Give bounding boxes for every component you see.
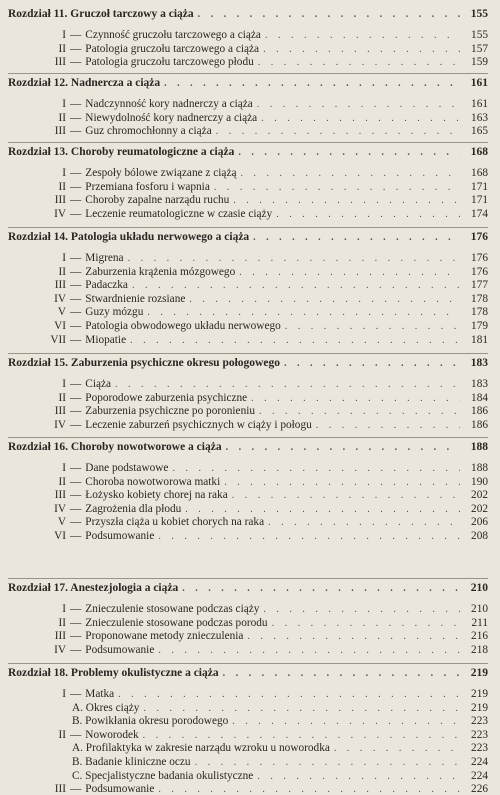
entry-roman-numeral: II [58,391,66,404]
entry-title: Nadczynność kory nadnerczy a ciąża [85,98,253,110]
toc-entry [8,489,488,501]
chapter-heading [8,353,488,369]
entry-page-number: 218 [471,643,488,656]
entry-title: Zagrożenia dla płodu [85,502,182,515]
entry-title: Choroby zapalne narządu ruchu [85,194,230,207]
entry-roman-numeral: V [57,306,66,319]
chapter-page-number: 219 [470,667,488,679]
leader-dots [128,253,460,264]
entry-dash: — [70,292,82,305]
entry-title: C. Specjalistyczne badania okulistyczne [72,769,254,782]
entry-dash: — [70,405,82,418]
leader-dots [223,668,460,679]
leader-dots [158,784,460,795]
leader-dots [143,703,460,714]
entry-page-number: 223 [471,715,488,728]
leader-dots [172,463,460,474]
toc-entry [8,405,488,417]
toc-entry [8,125,488,137]
entry-roman-numeral: V [57,516,66,529]
toc-entry [8,516,488,528]
entry-dash: — [70,180,82,193]
entry-dash: — [70,333,82,346]
entry-title: Patologia obwodowego układu nerwowego [85,320,281,332]
chapter-heading [8,578,488,594]
leader-dots [285,321,460,332]
toc-entry [8,167,488,179]
entry-roman-numeral: III [54,56,66,69]
entry-title: Zaburzenia psychiczne po poronieniu [85,405,255,418]
entry-dash: — [70,29,82,41]
toc-subentry [8,770,488,782]
leader-dots [240,168,460,179]
leader-dots [259,406,460,417]
entry-roman-numeral: III [54,125,66,138]
entry-dash: — [70,207,82,220]
entry-title: B. Badanie kliniczne oczu [72,756,191,768]
toc-subentry [8,715,488,727]
toc-subentry [8,702,488,714]
leader-dots [257,99,460,110]
entry-title: Podsumowanie [85,643,155,656]
entry-roman-numeral: II [58,265,66,278]
entry-page-number: 171 [471,194,488,207]
entry-title: Przemiana fosforu i wapnia [85,180,210,193]
leader-dots [284,358,460,369]
leader-dots [118,689,460,700]
entry-title: Patologia gruczołu tarczowego płodu [85,56,254,69]
leader-dots [258,57,460,68]
entry-dash: — [70,516,82,529]
entry-title: A. Profilaktyka w zakresie narządu wzroku u noworodka [72,742,330,755]
chapter-page-number: 168 [470,146,488,158]
entry-title: Guzy mózgu [85,306,144,319]
toc-entry [8,729,488,741]
entry-roman-numeral: III [54,279,66,292]
leader-dots [147,307,460,318]
entry-dash: — [70,462,82,474]
chapter-title: Rozdział 16. Choroby nowotworowe a ciąża [8,441,222,453]
entry-title: Patologia gruczołu tarczowego a ciąża [85,42,260,55]
leader-dots [233,195,460,206]
entry-dash: — [70,418,82,431]
entry-title: Łożysko kobiety chorej na raka [85,489,228,502]
entry-dash: — [70,783,82,795]
entry-page-number: 176 [471,265,488,278]
leader-dots [253,232,460,243]
entry-dash: — [70,688,82,700]
entry-page-number: 161 [471,98,488,110]
leader-dots [216,126,460,137]
entry-page-number: 188 [471,462,488,474]
leader-dots [158,645,460,656]
entry-title: Stwardnienie rozsiane [85,292,186,305]
entry-title: Leczenie zaburzeń psychicznych w ciąży i połogu [85,418,312,431]
entry-page-number: 181 [471,333,488,346]
entry-roman-numeral: II [58,475,66,488]
entry-title: Poporodowe zaburzenia psychiczne [85,391,248,404]
toc-entry [8,617,488,629]
entry-roman-numeral: IV [54,207,66,220]
entry-page-number: 206 [471,516,488,529]
entry-dash: — [70,502,82,515]
entry-dash: — [70,56,82,69]
entry-roman-numeral: IV [54,502,66,515]
entry-dash: — [70,194,82,207]
entry-title: Noworodek [85,728,139,741]
entry-roman-numeral: III [54,783,66,795]
entry-roman-numeral: III [54,194,66,207]
chapter-page-number: 176 [470,231,488,243]
entry-title: Miopatie [85,333,127,346]
chapter-heading [8,73,488,89]
leader-dots [268,517,460,528]
entry-roman-numeral: III [54,630,66,643]
toc-entry [8,181,488,193]
chapter-page-number: 188 [470,441,488,453]
chapter-page-number: 161 [470,77,488,89]
leader-dots [214,182,460,193]
chapter-heading [8,437,488,453]
chapter-title: Rozdział 11. Gruczoł tarczowy a ciąża [8,8,194,20]
entry-dash: — [70,42,82,55]
entry-page-number: 224 [471,769,488,782]
leader-dots [130,335,460,346]
entry-title: Niewydolność kory nadnerczy a ciąża [85,111,258,124]
chapter-heading [8,142,488,158]
entry-title: Matka [85,688,115,700]
leader-dots [158,531,460,542]
toc-entry [8,43,488,55]
entry-page-number: 226 [471,783,488,795]
entry-page-number: 174 [471,207,488,220]
entry-title: Znieczulenie stosowane podczas porodu [85,616,268,629]
chapter-title: Rozdział 13. Choroby reumatologiczne a ciąża [8,146,235,158]
entry-page-number: 190 [471,475,488,488]
leader-dots [251,393,460,404]
entry-roman-numeral: IV [54,643,66,656]
entry-roman-numeral: II [58,42,66,55]
entry-roman-numeral: II [58,180,66,193]
entry-page-number: 186 [471,405,488,418]
entry-title: Dane podstawowe [85,462,169,474]
leader-dots [143,730,460,741]
entry-title: Proponowane metody znieczulenia [85,630,244,643]
toc-entry [8,56,488,68]
leader-dots [232,716,460,727]
entry-page-number: 216 [471,630,488,643]
toc-entry [8,320,488,332]
toc-entry [8,476,488,488]
entry-roman-numeral: III [54,405,66,418]
leader-dots [226,442,460,453]
entry-dash: — [70,728,82,741]
entry-page-number: 219 [471,701,488,714]
entry-dash: — [70,320,82,332]
entry-roman-numeral: VI [54,320,66,332]
entry-page-number: 163 [471,111,488,124]
entry-dash: — [70,530,82,542]
entry-dash: — [70,378,82,390]
entry-page-number: 165 [471,125,488,138]
entry-page-number: 184 [471,391,488,404]
entry-title: Czynność gruczołu tarczowego a ciąża [85,29,261,41]
leader-dots [272,618,460,629]
entry-title: Znieczulenie stosowane podczas ciąży [85,603,260,615]
leader-dots [265,30,460,41]
entry-roman-numeral: I [62,167,66,179]
leader-dots [195,757,460,768]
entry-dash: — [70,603,82,615]
entry-roman-numeral: I [62,603,66,615]
entry-page-number: 178 [471,292,488,305]
leader-dots [132,280,460,291]
entry-roman-numeral: I [62,462,66,474]
entry-dash: — [70,391,82,404]
entry-page-number: 202 [471,489,488,502]
entry-dash: — [70,279,82,292]
entry-dash: — [70,643,82,656]
entry-page-number: 224 [471,756,488,768]
toc-entry [8,194,488,206]
toc-entry [8,252,488,264]
chapter-page-number: 183 [470,357,488,369]
entry-roman-numeral: III [54,489,66,502]
chapter-heading [8,663,488,679]
entry-roman-numeral: II [58,616,66,629]
entry-page-number: 223 [471,742,488,755]
entry-roman-numeral: VI [54,530,66,542]
entry-page-number: 176 [471,252,488,264]
entry-roman-numeral: I [62,29,66,41]
entry-roman-numeral: IV [54,292,66,305]
toc-subentry [8,756,488,768]
entry-roman-numeral: II [58,728,66,741]
entry-title: Zespoły bólowe związane z ciążą [85,167,237,179]
entry-dash: — [70,489,82,502]
entry-page-number: 186 [471,418,488,431]
entry-roman-numeral: I [62,688,66,700]
toc-entry [8,306,488,318]
toc-entry [8,530,488,542]
toc-entry [8,378,488,390]
leader-dots [276,209,460,220]
entry-roman-numeral: IV [54,418,66,431]
entry-title: Leczenie reumatologiczne w czasie ciąży [85,207,273,220]
entry-dash: — [70,630,82,643]
leader-dots [263,604,460,615]
chapter-page-number: 210 [470,582,488,594]
leader-dots [185,504,460,515]
entry-dash: — [70,98,82,110]
entry-roman-numeral: II [58,111,66,124]
entry-dash: — [70,125,82,138]
entry-dash: — [70,306,82,319]
chapter-heading [8,8,488,20]
entry-title: Podsumowanie [85,783,155,795]
toc-subentry [8,742,488,754]
entry-title: Migrena [85,252,124,264]
toc-entry [8,503,488,515]
entry-roman-numeral: I [62,252,66,264]
leader-dots [115,379,460,390]
toc-entry [8,279,488,291]
entry-dash: — [70,475,82,488]
entry-title: Padaczka [85,279,128,292]
leader-dots [189,294,460,305]
leader-dots [238,147,460,158]
toc-entry [8,392,488,404]
toc-entry [8,334,488,346]
entry-dash: — [70,167,82,179]
entry-dash: — [70,111,82,124]
entry-page-number: 171 [471,180,488,193]
entry-page-number: 178 [471,306,488,319]
leader-dots [224,477,460,488]
toc-entry [8,208,488,220]
entry-title: Ciąża [85,378,112,390]
toc-entry [8,462,488,474]
leader-dots [263,44,460,55]
toc-entry [8,29,488,41]
entry-page-number: 202 [471,502,488,515]
entry-page-number: 211 [471,616,488,629]
entry-page-number: 159 [471,56,488,69]
leader-dots [334,743,460,754]
leader-dots [232,490,460,501]
entry-page-number: 219 [471,688,488,700]
entry-page-number: 168 [471,167,488,179]
entry-page-number: 210 [471,603,488,615]
entry-dash: — [70,616,82,629]
chapter-title: Rozdział 12. Nadnercza a ciąża [8,77,161,89]
entry-title: Zaburzenia krążenia mózgowego [85,265,236,278]
toc-entry [8,266,488,278]
entry-roman-numeral: I [62,98,66,110]
leader-dots [198,9,460,20]
entry-dash: — [70,252,82,264]
toc-entry [8,98,488,110]
chapter-title: Rozdział 18. Problemy okulistyczne a ciąża [8,667,219,679]
entry-title: Podsumowanie [85,530,155,542]
chapter-title: Rozdział 14. Patologia układu nerwowego a ciąża [8,231,250,243]
leader-dots [316,420,460,431]
leader-dots [247,631,460,642]
entry-page-number: 208 [471,530,488,542]
entry-title: B. Powikłania okresu porodowego [72,715,229,728]
entry-roman-numeral: VII [50,333,66,346]
entry-roman-numeral: I [62,378,66,390]
leader-dots [182,583,460,594]
leader-dots [239,267,460,278]
toc-entry [8,419,488,431]
entry-page-number: 179 [471,320,488,332]
entry-title: A. Okres ciąży [72,701,140,714]
entry-dash: — [70,265,82,278]
chapter-title: Rozdział 17. Anestezjologia a ciąża [8,582,179,594]
chapter-heading [8,227,488,243]
entry-page-number: 157 [471,42,488,55]
entry-page-number: 177 [471,279,488,292]
entry-page-number: 223 [471,728,488,741]
toc-entry [8,783,488,795]
entry-page-number: 183 [471,378,488,390]
toc-entry [8,603,488,615]
chapter-page-number: 155 [470,8,488,20]
toc-entry [8,644,488,656]
toc-entry [8,293,488,305]
toc-entry [8,688,488,700]
entry-title: Choroba nowotworowa matki [85,475,221,488]
toc-entry [8,112,488,124]
chapter-title: Rozdział 15. Zaburzenia psychiczne okresu połogowego [8,357,280,369]
toc-entry [8,630,488,642]
entry-title: Guz chromochłonny a ciąża [85,125,212,138]
leader-dots [261,113,460,124]
leader-dots [164,78,460,89]
entry-title: Przyszła ciąża u kobiet chorych na raka [85,516,265,529]
entry-page-number: 155 [471,29,488,41]
leader-dots [257,771,460,782]
